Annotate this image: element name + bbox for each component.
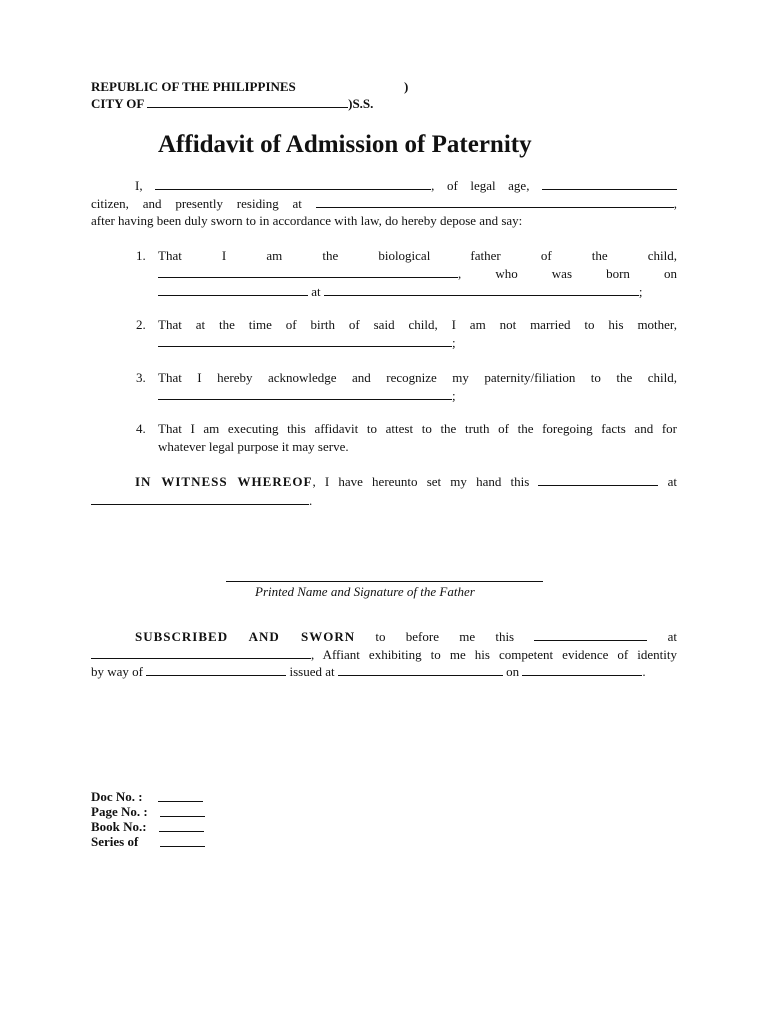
series-label: Series of <box>91 834 139 849</box>
item-2-number: 2. <box>136 317 146 332</box>
item-3-line-2: ; <box>158 388 456 404</box>
jurat-place-blank[interactable] <box>91 647 311 659</box>
header-republic: REPUBLIC OF THE PHILIPPINES <box>91 79 296 94</box>
item-3-number: 3. <box>136 370 146 385</box>
header-city: CITY OF )S.S. <box>91 96 374 111</box>
birth-date-blank[interactable] <box>158 284 308 296</box>
id-type-blank[interactable] <box>146 664 286 676</box>
document-title: Affidavit of Admission of Paternity <box>158 131 532 158</box>
citizenship-blank[interactable] <box>542 178 677 190</box>
jurat-date-blank[interactable] <box>534 629 647 641</box>
id-issue-date-blank[interactable] <box>522 664 642 676</box>
jurat-line-2: , Affiant exhibiting to me his competent evidence of identity <box>91 647 677 663</box>
intro-line-1: I, , of legal age, <box>91 178 677 194</box>
mother-name-blank[interactable] <box>158 335 452 347</box>
signature-line[interactable] <box>226 581 543 582</box>
item-1-line-3: at ; <box>158 284 643 300</box>
jurat-line-1: SUBSCRIBED AND SWORN to before me this at <box>135 629 678 644</box>
item-1-line-2: , who was born on <box>158 266 677 282</box>
item-4-line-2: whatever legal purpose it may serve. <box>158 439 349 454</box>
item-1-line-1: That I am the biological father of the child, <box>158 248 677 263</box>
witness-date-blank[interactable] <box>538 474 658 486</box>
intro-line-2: citizen, and presently residing at , <box>91 196 677 211</box>
intro-line-3: after having been duly sworn to in accordance with law, do hereby depose and say: <box>91 213 523 228</box>
affiant-name-blank[interactable] <box>155 178 431 190</box>
witness-line-2: . <box>91 493 312 509</box>
item-3-line-1: That I hereby acknowledge and recognize my paternity/filiation to the child, <box>158 370 677 385</box>
series-field[interactable] <box>160 834 205 852</box>
header-paren: ) <box>404 79 409 94</box>
page-no-label: Page No. : <box>91 804 148 819</box>
id-issue-place-blank[interactable] <box>338 664 503 676</box>
birth-place-blank[interactable] <box>324 284 639 296</box>
doc-no-label: Doc No. : <box>91 789 143 804</box>
city-blank[interactable] <box>147 96 348 108</box>
item-2-line-2: ; <box>158 335 456 351</box>
witness-line-1: IN WITNESS WHEREOF, I have hereunto set my hand this at <box>135 474 678 489</box>
jurat-line-3: by way of issued at on . <box>91 664 646 679</box>
signature-caption: Printed Name and Signature of the Father <box>255 584 475 599</box>
child-name-blank[interactable] <box>158 266 458 278</box>
witness-place-blank[interactable] <box>91 493 309 505</box>
item-2-line-1: That at the time of birth of said child, I am not married to his mother, <box>158 317 677 332</box>
item-1-number: 1. <box>136 248 146 263</box>
book-no-label: Book No.: <box>91 819 147 834</box>
item-4-number: 4. <box>136 421 146 436</box>
item-4-line-1: That I am executing this affidavit to attest to the truth of the foregoing facts and for <box>158 421 677 436</box>
child-name-blank-2[interactable] <box>158 388 452 400</box>
residence-blank[interactable] <box>316 196 674 208</box>
